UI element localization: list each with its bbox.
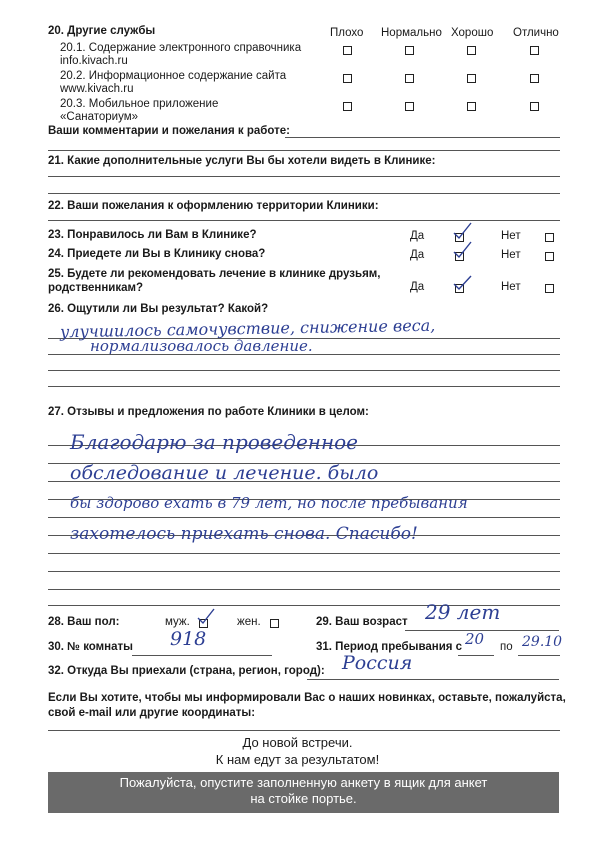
q32-value: Россия: [342, 652, 413, 674]
q20-2-bad-checkbox[interactable]: [343, 74, 352, 83]
answer-line[interactable]: [48, 517, 560, 518]
footer-banner: [48, 772, 559, 813]
closing-line1: До новой встречи.: [242, 735, 353, 750]
q31-label: 31. Период пребывания с: [316, 641, 463, 653]
rating-header-excellent: Отлично: [513, 27, 559, 39]
contact-prompt: [48, 691, 566, 721]
q28-female-checkbox[interactable]: [270, 619, 279, 628]
q22-label: 22. Ваши пожелания к оформлению территории Клиники:: [48, 200, 379, 212]
answer-line[interactable]: [48, 193, 560, 194]
q25-no-label: Нет: [501, 281, 521, 293]
q32-label: 32. Откуда Вы приехали (страна, регион, город):: [48, 665, 325, 677]
q20-3-normal-checkbox[interactable]: [405, 102, 414, 111]
q24-yes-checkmark: [451, 240, 473, 260]
q25-yes-checkmark: [451, 272, 473, 292]
q23-yes-checkmark: [451, 221, 473, 241]
q20-item-3: [60, 98, 218, 124]
q20-1-excellent-checkbox[interactable]: [530, 46, 539, 55]
q20-2-excellent-checkbox[interactable]: [530, 74, 539, 83]
q31-from-value: 20: [465, 630, 485, 648]
q31-to-label: по: [500, 641, 513, 653]
q25-label: [48, 267, 380, 295]
footer-line2: на стойке портье.: [250, 791, 357, 806]
rating-header-normal: Нормально: [381, 27, 442, 39]
q20-item-2-line1: 20.2. Информационное содержание сайта: [60, 70, 287, 82]
q25-label-line2: родственникам?: [48, 282, 144, 294]
q20-item-1: [60, 42, 301, 68]
q31-from-line[interactable]: [458, 655, 494, 656]
answer-line[interactable]: [48, 589, 560, 590]
q24-no-label: Нет: [501, 249, 521, 261]
q31-to-line[interactable]: [518, 655, 560, 656]
q23-yes-label: Да: [410, 230, 425, 242]
contact-line[interactable]: [48, 730, 560, 731]
q23-no-checkbox[interactable]: [545, 233, 554, 242]
q24-label: 24. Приедете ли Вы в Клинику снова?: [48, 248, 266, 260]
q23-no-label: Нет: [501, 230, 521, 242]
q25-yes-label: Да: [410, 281, 425, 293]
footer-line1: Пожалуйста, опустите заполненную анкету в ящик для анкет: [119, 775, 488, 790]
q23-label: 23. Понравилось ли Вам в Клинике?: [48, 229, 257, 241]
q20-item-1-line1: 20.1. Содержание электронного справочника: [60, 42, 302, 54]
q20-1-bad-checkbox[interactable]: [343, 46, 352, 55]
answer-line[interactable]: [48, 571, 560, 572]
q20-1-good-checkbox[interactable]: [467, 46, 476, 55]
q20-comments-label: Ваши комментарии и пожелания к работе:: [48, 125, 290, 137]
answer-line[interactable]: [48, 220, 560, 221]
q21-label: 21. Какие дополнительные услуги Вы бы хотели видеть в Клинике:: [48, 155, 436, 167]
contact-prompt-line2: свой e-mail или другие координаты:: [48, 707, 256, 719]
q29-value: 29 лет: [425, 600, 501, 624]
q20-item-3-line2: «Санаториум»: [60, 111, 138, 123]
q28-female-label: жен.: [237, 616, 261, 628]
q26-handwriting-line2: нормализовалось давление.: [90, 337, 313, 355]
q20-item-1-line2: info.kivach.ru: [60, 55, 128, 67]
rating-header-good: Хорошо: [451, 27, 494, 39]
q30-field-line[interactable]: [132, 655, 272, 656]
q29-label: 29. Ваш возраст: [316, 616, 408, 628]
q20-3-bad-checkbox[interactable]: [343, 102, 352, 111]
q30-value: 918: [170, 628, 207, 650]
q26-handwriting-line1: улучшилось самочувствие, снижение веса,: [59, 315, 436, 342]
q27-handwriting-line3: бы здорово ехать в 79 лет, но после пребывания: [70, 494, 468, 512]
q20-1-normal-checkbox[interactable]: [405, 46, 414, 55]
answer-line[interactable]: [48, 553, 560, 554]
q28-label: 28. Ваш пол:: [48, 616, 120, 628]
q20-item-2: [60, 70, 286, 96]
q20-item-2-line2: www.kivach.ru: [60, 83, 134, 95]
q26-label: 26. Ощутили ли Вы результат? Какой?: [48, 303, 269, 315]
q20-title: 20. Другие службы: [48, 25, 156, 37]
q24-yes-label: Да: [410, 249, 425, 261]
rating-header-bad: Плохо: [330, 27, 364, 39]
q27-handwriting-line2: обследование и лечение. было: [70, 462, 379, 484]
q31-to-value: 29.10: [522, 634, 563, 650]
q20-item-3-line1: 20.3. Мобильное приложение: [60, 98, 219, 110]
q28-male-label: муж.: [165, 616, 190, 628]
q20-2-normal-checkbox[interactable]: [405, 74, 414, 83]
q30-label: 30. № комнаты: [48, 641, 133, 653]
answer-line[interactable]: [48, 150, 560, 151]
q20-2-good-checkbox[interactable]: [467, 74, 476, 83]
answer-line[interactable]: [48, 176, 560, 177]
q27-label: 27. Отзывы и предложения по работе Клиники в целом:: [48, 406, 369, 418]
q24-no-checkbox[interactable]: [545, 252, 554, 261]
q20-comments-line[interactable]: [285, 137, 560, 138]
q20-3-excellent-checkbox[interactable]: [530, 102, 539, 111]
q27-handwriting-line1: Благодарю за проведенное: [70, 430, 358, 454]
closing-line2: К нам едут за результатом!: [215, 752, 380, 767]
contact-prompt-line1: Если Вы хотите, чтобы мы информировали Вас о наших новинках, оставьте, пожалуйста,: [48, 692, 566, 704]
q27-handwriting-line4: захотелось приехать снова. Спасибо!: [70, 524, 418, 544]
q28-male-checkmark: [195, 606, 217, 626]
q32-field-line[interactable]: [307, 679, 559, 680]
answer-line[interactable]: [48, 386, 560, 387]
q25-label-line1: 25. Будете ли рекомендовать лечение в клинике друзьям,: [48, 268, 381, 280]
q25-no-checkbox[interactable]: [545, 284, 554, 293]
answer-line[interactable]: [48, 370, 560, 371]
q20-3-good-checkbox[interactable]: [467, 102, 476, 111]
